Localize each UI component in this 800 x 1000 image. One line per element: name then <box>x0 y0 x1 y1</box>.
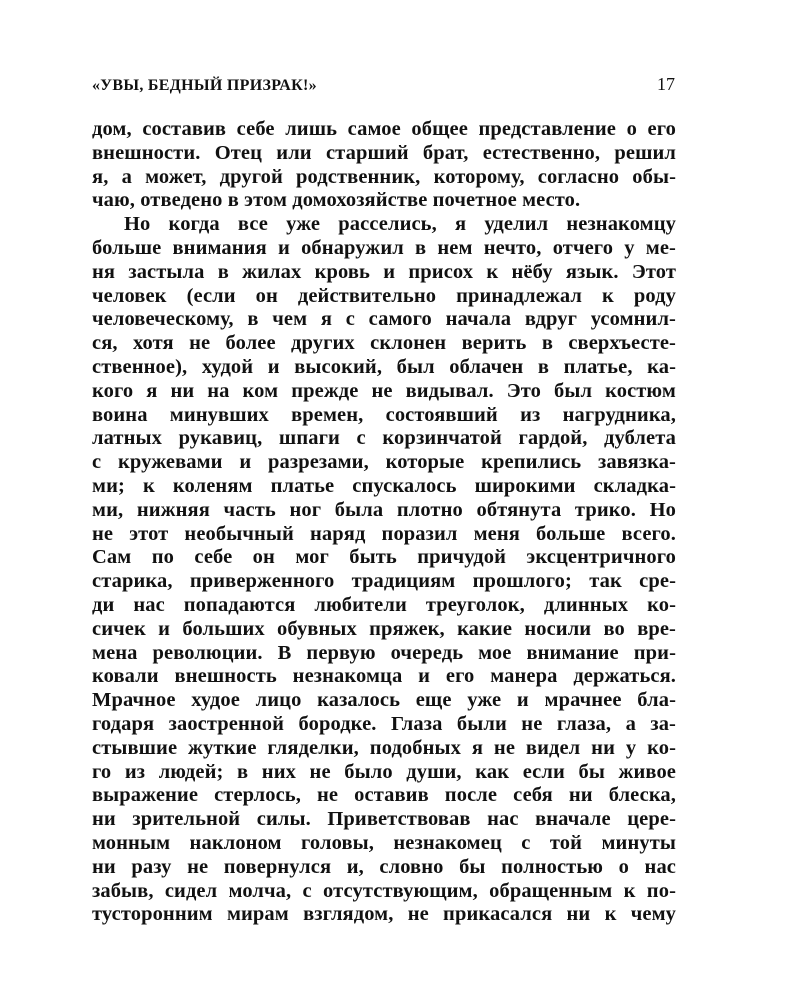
text-line: больше внимания и обнаружил в нем нечто, отчего у ме- <box>92 236 676 259</box>
text-line: ственное), худой и высокий, был облачен в платье, ка- <box>92 355 676 378</box>
text-line: мена революции. В первую очередь мое внимание при- <box>92 641 676 664</box>
text-line: ми, нижняя часть ног была плотно обтянута трико. Но <box>92 498 676 521</box>
text-line: старика, приверженного традициям прошлого; так сре- <box>92 570 676 593</box>
page-number: 17 <box>657 74 675 94</box>
text-line: монным наклоном головы, незнакомец с той минуты <box>92 831 676 854</box>
text-line: ся, хотя не более других склонен верить в сверхъесте- <box>92 332 676 355</box>
text-line: тусторонним мирам взглядом, не прикасался ни к чему <box>92 903 676 926</box>
text-line: чаю, отведено в этом домохозяйстве почетное место. <box>92 189 581 212</box>
text-line: Сам по себе он мог быть причудой эксцентричного <box>92 546 676 569</box>
text-line: ни зрительной силы. Приветствовав нас вначале цере- <box>92 808 676 831</box>
text-line: дом, составив себе лишь самое общее представление о его <box>92 118 676 140</box>
text-line: ди нас попадаются любители треуголок, длинных ко- <box>92 593 676 616</box>
text-line: человек (если он действительно принадлежал к роду <box>92 284 676 307</box>
text-line: сичек и больших обувных пряжек, какие носили во вре- <box>92 617 676 640</box>
text-line: го из людей; в них не было души, как если бы живое <box>92 760 676 783</box>
text-line: ми; к коленям платье спускалось широкими складка- <box>92 474 676 497</box>
text-line: Но когда все уже расселись, я уделил незнакомцу <box>124 213 676 236</box>
text-line: воина минувших времен, состоявший из нагрудника, <box>92 403 676 426</box>
text-line: выражение стерлось, не оставив после себя ни блеска, <box>92 784 676 807</box>
text-line: кого я ни на ком прежде не видывал. Это был костюм <box>92 379 676 402</box>
text-line: годаря заостренной бородке. Глаза были не глаза, а за- <box>92 712 676 735</box>
body-text <box>92 118 676 927</box>
text-line: латных рукавиц, шпаги с корзинчатой гардой, дублета <box>92 427 676 450</box>
text-line: я, а может, другой родственник, которому, согласно обы- <box>92 165 676 188</box>
text-line: ня застыла в жилах кровь и присох к нёбу язык. Этот <box>92 260 676 283</box>
running-head <box>92 74 675 95</box>
text-line: стывшие жуткие гляделки, подобных я не видел ни у ко- <box>92 736 676 759</box>
text-line: внешности. Отец или старший брат, естественно, решил <box>92 141 676 164</box>
text-line: не этот необычный наряд поразил меня больше всего. <box>92 522 676 545</box>
text-line: Мрачное худое лицо казалось еще уже и мрачнее бла- <box>92 689 676 712</box>
running-title: «УВЫ, БЕДНЫЙ ПРИЗРАК!» <box>92 77 317 94</box>
text-line: ковали внешность незнакомца и его манера держаться. <box>92 665 676 688</box>
text-line: забыв, сидел молча, с отсутствующим, обращенным к по- <box>92 879 676 902</box>
text-line: с кружевами и разрезами, которые крепились завязка- <box>92 451 676 474</box>
text-line: человеческому, в чем я с самого начала вдруг усомнил- <box>92 308 676 331</box>
text-line: ни разу не повернулся и, словно бы полностью о нас <box>92 855 676 878</box>
